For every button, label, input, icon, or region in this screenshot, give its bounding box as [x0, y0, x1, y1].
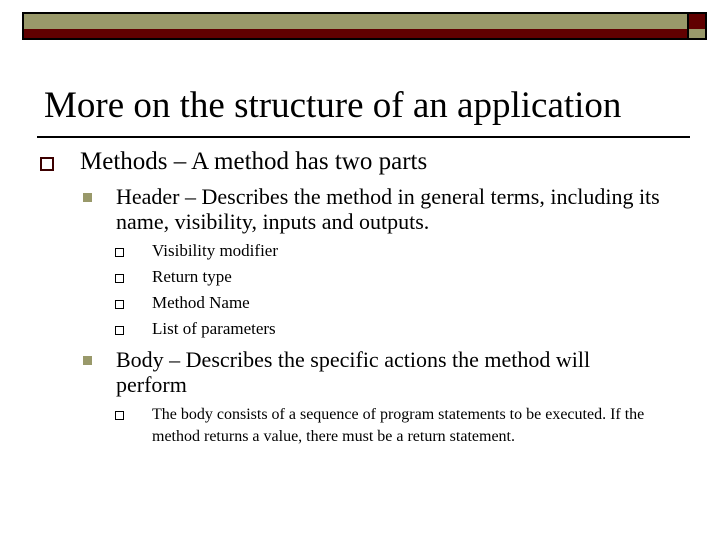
header-item: Return type — [152, 267, 232, 286]
small-square-bullet-icon — [115, 300, 124, 309]
body-item: The body consists of a sequence of program statements to be executed. If the method returns a value, there must be a return statement. — [152, 406, 645, 445]
bullet-methods: Methods – A method has two parts — [80, 148, 428, 175]
filled-square-bullet-icon — [83, 356, 92, 365]
hollow-square-bullet-icon — [40, 157, 54, 171]
small-square-bullet-icon — [115, 326, 124, 335]
filled-square-bullet-icon — [83, 193, 92, 202]
header-square-olive — [687, 29, 707, 40]
header-item: List of parameters — [152, 319, 276, 338]
small-square-bullet-icon — [115, 274, 124, 283]
header-bar-maroon — [22, 29, 689, 40]
bullet-body: Body – Describes the specific actions the method will perform — [116, 347, 591, 397]
header-item: Method Name — [152, 293, 250, 312]
header-item: Visibility modifier — [152, 241, 278, 260]
bullet-header: Header – Describes the method in general terms, including its name, visibility, inputs and outputs. — [116, 184, 660, 234]
small-square-bullet-icon — [115, 411, 124, 420]
slide-title: More on the structure of an application — [44, 85, 622, 126]
small-square-bullet-icon — [115, 248, 124, 257]
title-divider — [37, 136, 690, 138]
